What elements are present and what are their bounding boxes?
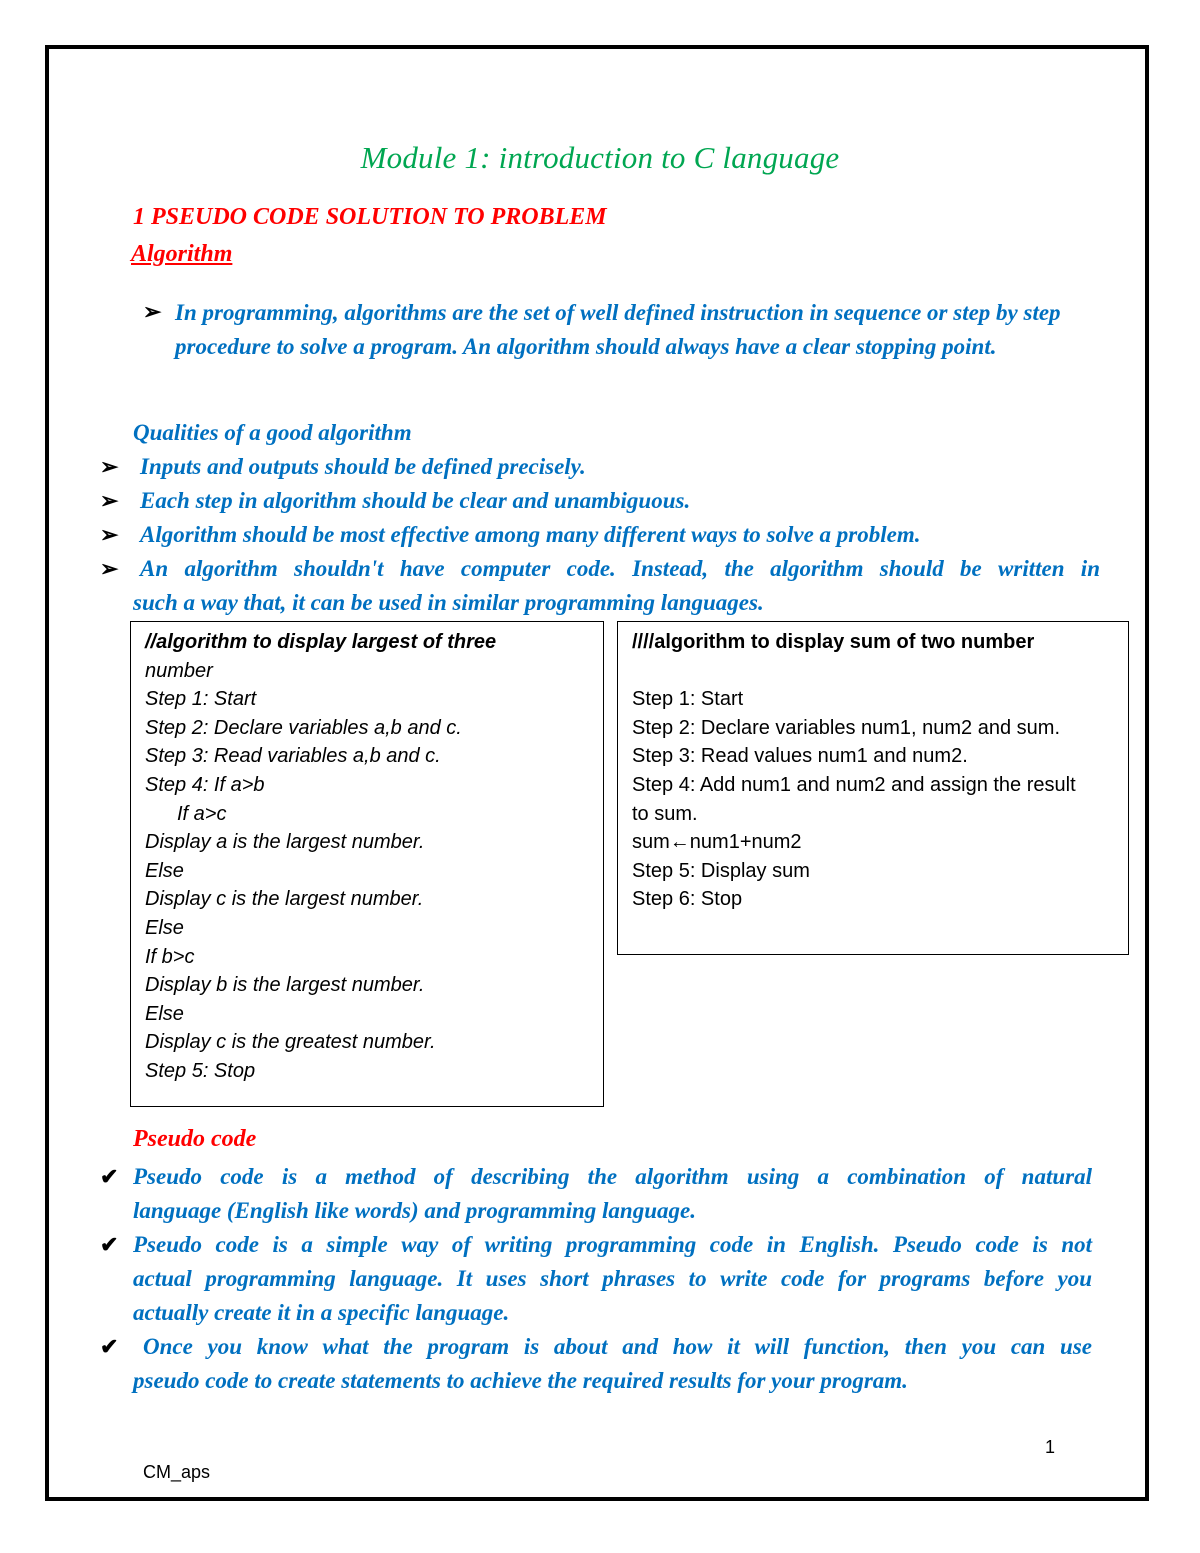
box-line: Step 5: Stop <box>145 1059 256 1082</box>
box-line: Step 4: Add num1 and num2 and assign the result <box>632 773 1076 796</box>
pseudo-code-heading: Pseudo code <box>133 1126 257 1152</box>
algorithm-definition: In programming, algorithms are the set of well defined instruction in sequence or step by step procedure to solve a program. An algorithm should always have a clear stopping point. <box>175 300 1061 359</box>
page-title: Module 1: introduction to C language <box>360 140 840 175</box>
list-item <box>100 484 1100 518</box>
arrow-bullet-icon: ➢ <box>100 454 119 479</box>
arrow-bullet-icon: ➢ <box>100 522 119 547</box>
sum-of-two-box <box>617 621 1129 955</box>
box-line: sum←num1+num2 <box>632 831 802 854</box>
box-line: If a>c <box>177 802 227 825</box>
pseudo-text: Once you know what the program is about and how it will function, then you can use <box>143 1334 1092 1359</box>
box-line: Display b is the largest number. <box>145 974 425 997</box>
box-line: Else <box>145 859 184 882</box>
box-line: Display c is the greatest number. <box>145 1031 436 1054</box>
list-item <box>100 518 1100 552</box>
pseudo-text-continued: pseudo code to create statements to achieve the required results for your program. <box>133 1368 908 1393</box>
box-line: Step 1: Start <box>632 688 744 711</box>
box-line: Display a is the largest number. <box>145 831 425 854</box>
box-spacer <box>632 657 1128 686</box>
arrow-bullet-icon: ➢ <box>100 488 119 513</box>
box-line: number <box>145 659 213 682</box>
pseudo-text-continued: actual programming language. It uses short phrases to write code for programs before you <box>133 1266 1092 1291</box>
algorithm-heading: Algorithm <box>131 241 233 267</box>
largest-of-three-box <box>130 621 604 1107</box>
box-line: Step 2: Declare variables num1, num2 and sum. <box>632 716 1060 739</box>
pseudo-text: Pseudo code is a method of describing the algorithm using a combination of natural <box>133 1164 1092 1189</box>
box-line: Step 5: Display sum <box>632 859 810 882</box>
list-item <box>100 1160 1092 1194</box>
box-line: Step 1: Start <box>145 688 257 711</box>
box-line: Else <box>145 916 184 939</box>
box-line: Step 3: Read values num1 and num2. <box>632 745 968 768</box>
section-heading: 1 PSEUDO CODE SOLUTION TO PROBLEM <box>133 204 607 230</box>
box-line: Step 6: Stop <box>632 888 743 911</box>
check-icon: ✔ <box>100 1232 119 1257</box>
check-icon: ✔ <box>100 1334 119 1359</box>
box-line: Else <box>145 1002 184 1025</box>
box-line: to sum. <box>632 802 698 825</box>
arrow-bullet-icon: ➢ <box>100 556 119 581</box>
box-line: Step 4: If a>b <box>145 773 265 796</box>
box-line: Display c is the largest number. <box>145 888 424 911</box>
page-number: 1 <box>1045 1437 1056 1457</box>
box-line: Step 3: Read variables a,b and c. <box>145 745 441 768</box>
box-line: Step 2: Declare variables a,b and c. <box>145 716 462 739</box>
qualities-heading: Qualities of a good algorithm <box>133 420 412 445</box>
box-line: If b>c <box>145 945 195 968</box>
list-item <box>100 450 1100 484</box>
pseudo-text-continued: language (English like words) and programming language. <box>133 1198 696 1223</box>
pseudo-text-continued: actually create it in a specific language. <box>133 1300 510 1325</box>
pseudo-text: Pseudo code is a simple way of writing programming code in English. Pseudo code is not <box>133 1232 1092 1257</box>
pseudo-code-list <box>100 1160 1092 1398</box>
check-icon: ✔ <box>100 1164 119 1189</box>
list-item <box>100 552 1100 586</box>
box-comment: //algorithm to display largest of three <box>145 631 497 653</box>
list-item <box>100 1228 1092 1262</box>
arrow-bullet-icon: ➢ <box>143 299 162 324</box>
quality-text: Each step in algorithm should be clear and unambiguous. <box>140 488 691 513</box>
quality-text-continued: such a way that, it can be used in similar programming languages. <box>133 590 764 615</box>
quality-text: An algorithm shouldn't have computer code. Instead, the algorithm should be written in <box>140 556 1100 581</box>
list-item <box>100 1330 1092 1364</box>
footer-author: CM_aps <box>143 1462 211 1482</box>
qualities-list <box>100 450 1100 620</box>
box-comment: ////algorithm to display sum of two number <box>632 631 1035 653</box>
quality-text: Algorithm should be most effective among many different ways to solve a problem. <box>140 522 921 547</box>
quality-text: Inputs and outputs should be defined precisely. <box>140 454 586 479</box>
